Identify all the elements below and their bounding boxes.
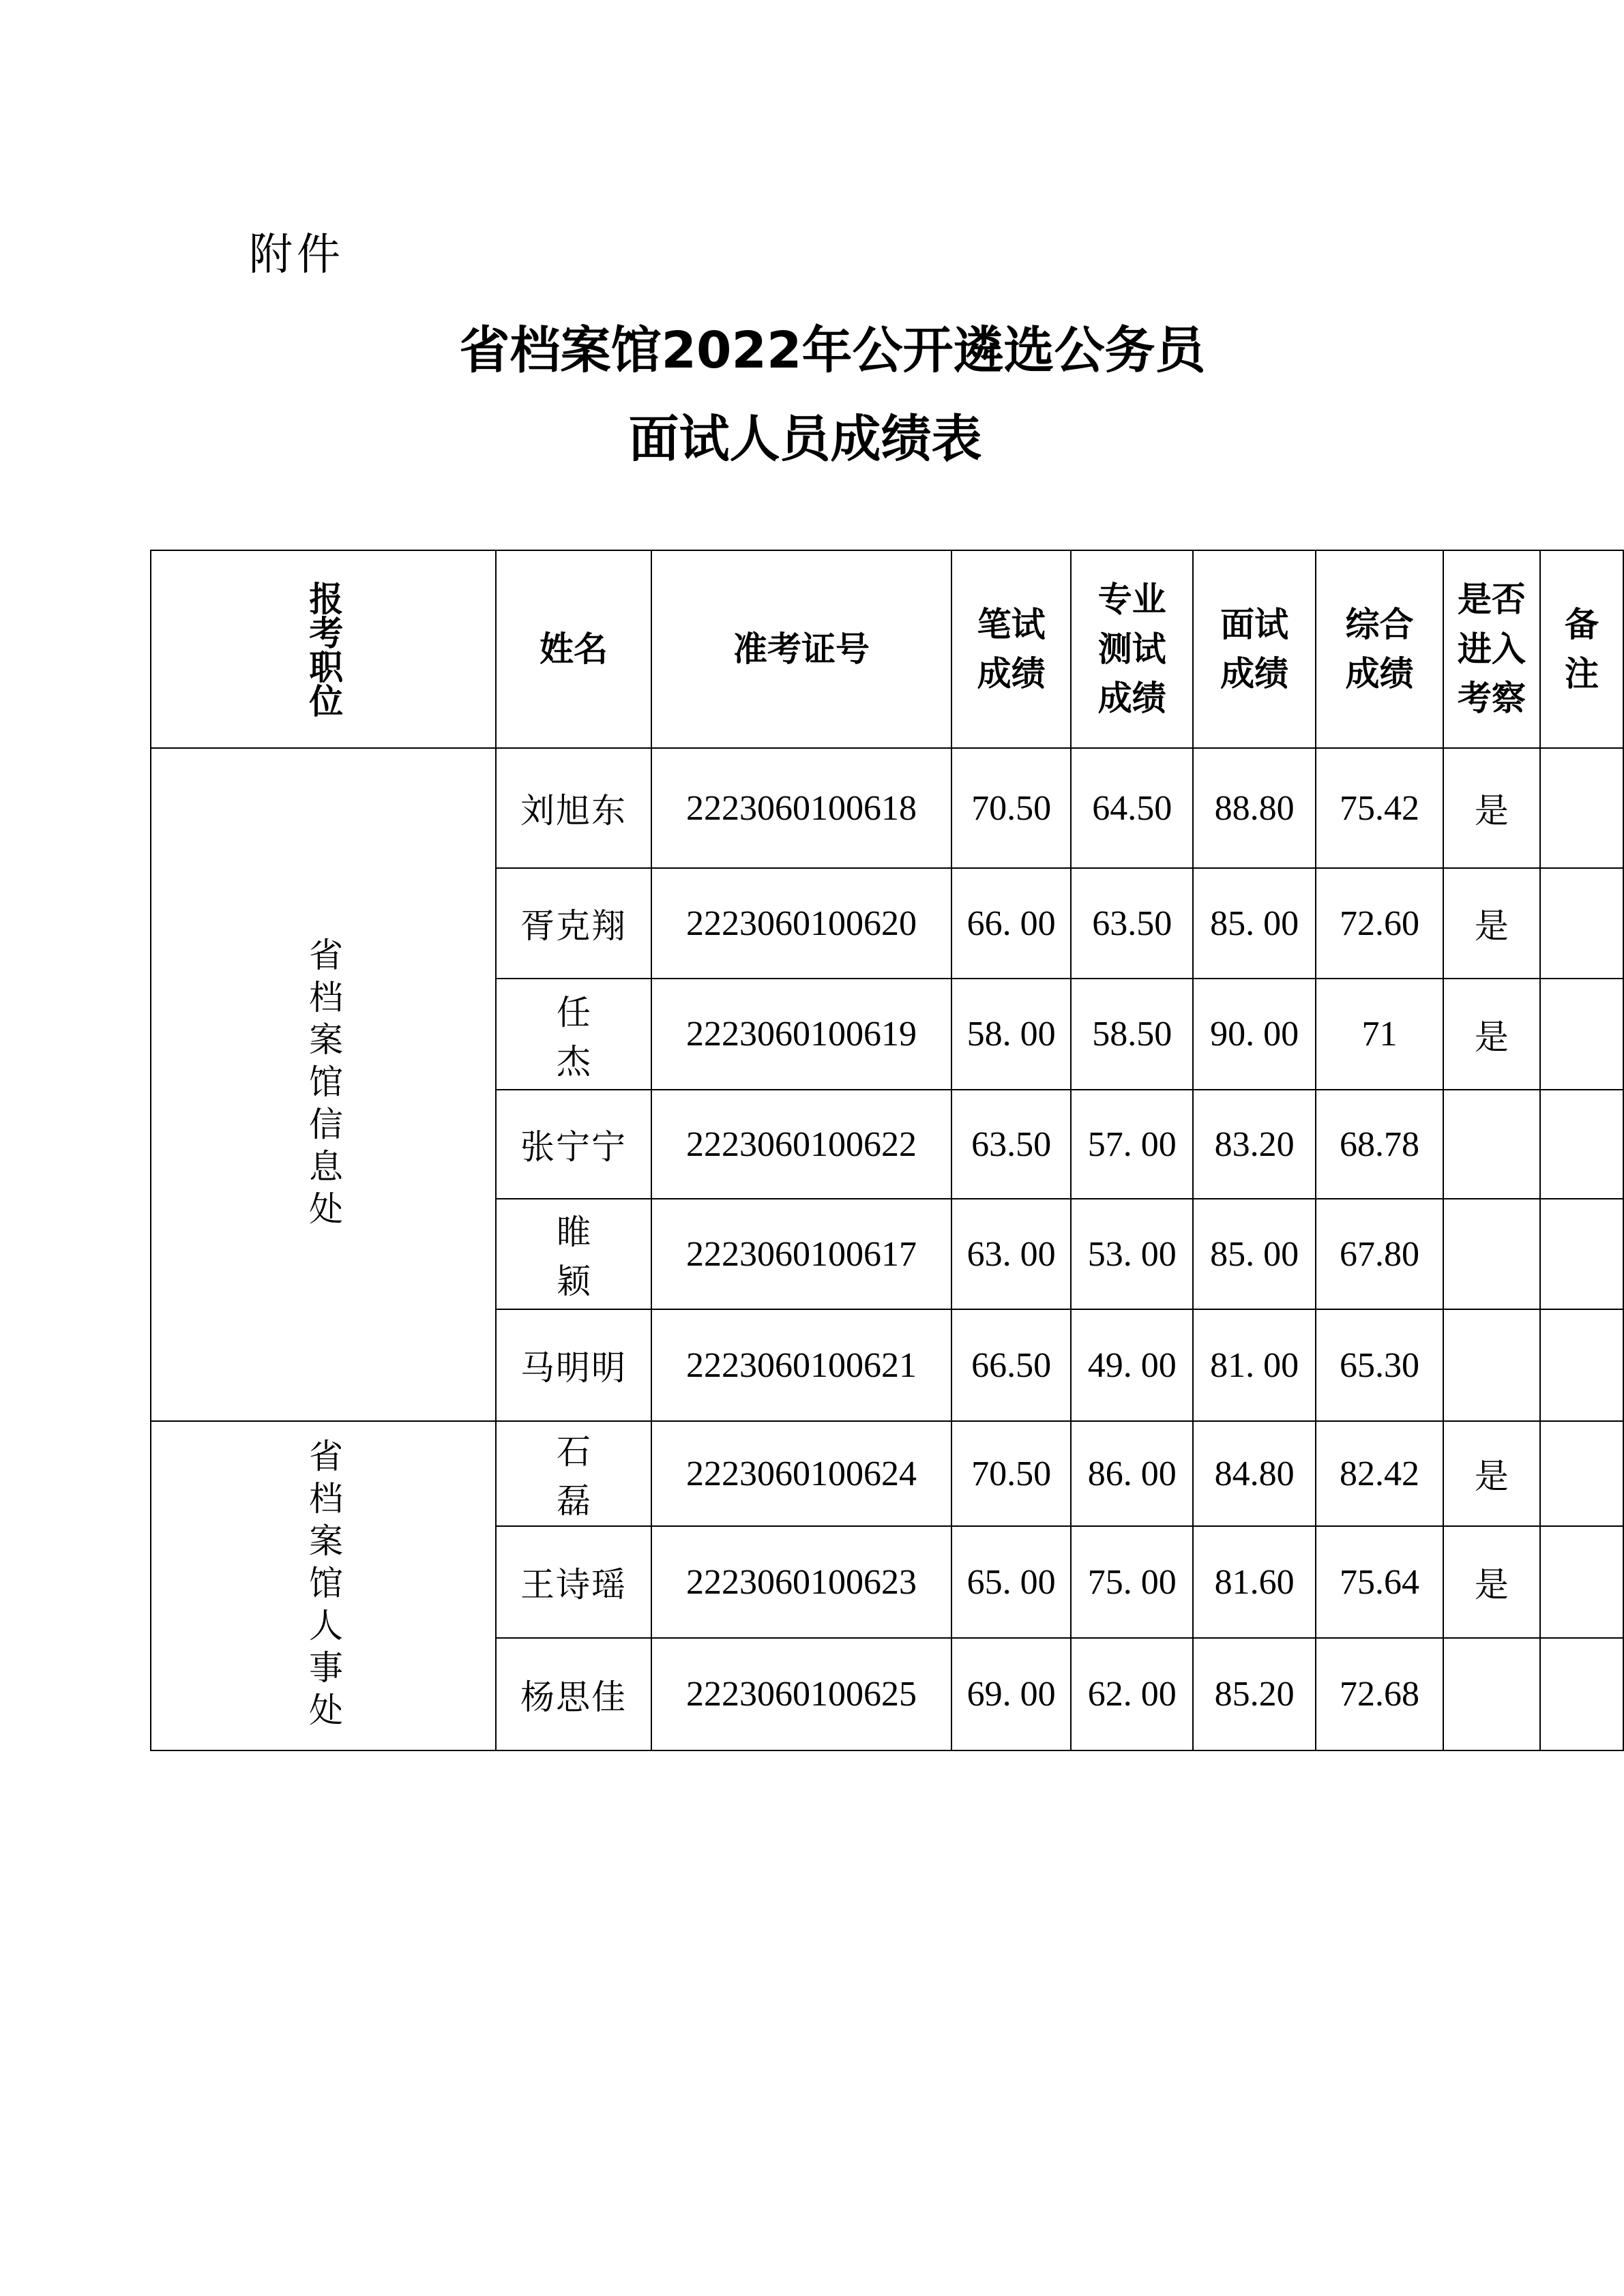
exam-id-cell: 2223060100622 (651, 1090, 951, 1199)
exam-id-cell: 2223060100619 (651, 979, 951, 1090)
interview-cell: 85. 00 (1193, 868, 1316, 979)
interview-cell: 85. 00 (1193, 1199, 1316, 1309)
remarks-cell (1540, 1090, 1623, 1199)
advance-cell: 是 (1443, 1526, 1540, 1638)
written-cell: 63. 00 (951, 1199, 1072, 1309)
name-cell: 任杰 (496, 979, 651, 1090)
header-name: 姓名 (496, 550, 651, 748)
interview-cell: 83.20 (1193, 1090, 1316, 1199)
name-cell: 石磊 (496, 1421, 651, 1526)
header-professional: 专业 测试 成绩 (1071, 550, 1193, 748)
exam-id-cell: 2223060100623 (651, 1526, 951, 1638)
overall-cell: 65.30 (1316, 1309, 1443, 1421)
name-cell: 王诗瑶 (496, 1526, 651, 1638)
position-cell-hr: 省档案馆人事处 (151, 1421, 496, 1750)
written-cell: 70.50 (951, 748, 1072, 868)
name-cell: 杨思佳 (496, 1638, 651, 1750)
advance-cell: 是 (1443, 748, 1540, 868)
professional-cell: 63.50 (1071, 868, 1193, 979)
header-remarks: 备 注 (1540, 550, 1623, 748)
interview-cell: 90. 00 (1193, 979, 1316, 1090)
remarks-cell (1540, 1309, 1623, 1421)
overall-cell: 75.42 (1316, 748, 1443, 868)
exam-id-cell: 2223060100617 (651, 1199, 951, 1309)
header-written: 笔试 成绩 (951, 550, 1072, 748)
written-cell: 66. 00 (951, 868, 1072, 979)
header-exam-id: 准考证号 (651, 550, 951, 748)
overall-cell: 72.68 (1316, 1638, 1443, 1750)
professional-cell: 49. 00 (1071, 1309, 1193, 1421)
overall-cell: 82.42 (1316, 1421, 1443, 1526)
header-position: 报考职位 (151, 550, 496, 748)
header-interview: 面试 成绩 (1193, 550, 1316, 748)
exam-id-cell: 2223060100625 (651, 1638, 951, 1750)
header-row (151, 550, 1623, 748)
overall-cell: 72.60 (1316, 868, 1443, 979)
table-row (151, 1421, 1623, 1526)
overall-cell: 67.80 (1316, 1199, 1443, 1309)
name-cell: 马明明 (496, 1309, 651, 1421)
written-cell: 69. 00 (951, 1638, 1072, 1750)
professional-cell: 86. 00 (1071, 1421, 1193, 1526)
exam-id-cell: 2223060100620 (651, 868, 951, 979)
name-cell: 睢颖 (496, 1199, 651, 1309)
professional-cell: 62. 00 (1071, 1638, 1193, 1750)
advance-cell: 是 (1443, 868, 1540, 979)
remarks-cell (1540, 1199, 1623, 1309)
name-cell: 刘旭东 (496, 748, 651, 868)
remarks-cell (1540, 868, 1623, 979)
written-cell: 66.50 (951, 1309, 1072, 1421)
remarks-cell (1540, 1526, 1623, 1638)
interview-cell: 81.60 (1193, 1526, 1316, 1638)
table-row (151, 748, 1623, 868)
exam-id-cell: 2223060100621 (651, 1309, 951, 1421)
attachment-label: 附件 (249, 230, 344, 280)
header-overall: 综合 成绩 (1316, 550, 1443, 748)
exam-id-cell: 2223060100618 (651, 748, 951, 868)
professional-cell: 53. 00 (1071, 1199, 1193, 1309)
written-cell: 58. 00 (951, 979, 1072, 1090)
remarks-cell (1540, 979, 1623, 1090)
document-subtitle: 面试人员成绩表 (628, 410, 982, 468)
advance-cell (1443, 1090, 1540, 1199)
exam-id-cell: 2223060100624 (651, 1421, 951, 1526)
name-cell: 张宁宁 (496, 1090, 651, 1199)
overall-cell: 75.64 (1316, 1526, 1443, 1638)
professional-cell: 64.50 (1071, 748, 1193, 868)
remarks-cell (1540, 1421, 1623, 1526)
advance-cell (1443, 1199, 1540, 1309)
advance-cell (1443, 1309, 1540, 1421)
advance-cell: 是 (1443, 1421, 1540, 1526)
written-cell: 70.50 (951, 1421, 1072, 1526)
written-cell: 63.50 (951, 1090, 1072, 1199)
document-title: 省档案馆2022年公开遴选公务员 (459, 321, 1206, 380)
advance-cell (1443, 1638, 1540, 1750)
professional-cell: 58.50 (1071, 979, 1193, 1090)
name-cell: 胥克翔 (496, 868, 651, 979)
remarks-cell (1540, 1638, 1623, 1750)
professional-cell: 75. 00 (1071, 1526, 1193, 1638)
overall-cell: 71 (1316, 979, 1443, 1090)
overall-cell: 68.78 (1316, 1090, 1443, 1199)
position-cell-info: 省档案馆信息处 (151, 748, 496, 1421)
score-table (150, 550, 1624, 1751)
advance-cell: 是 (1443, 979, 1540, 1090)
interview-cell: 88.80 (1193, 748, 1316, 868)
written-cell: 65. 00 (951, 1526, 1072, 1638)
interview-cell: 85.20 (1193, 1638, 1316, 1750)
header-advance: 是否 进入 考察 (1443, 550, 1540, 748)
professional-cell: 57. 00 (1071, 1090, 1193, 1199)
interview-cell: 81. 00 (1193, 1309, 1316, 1421)
interview-cell: 84.80 (1193, 1421, 1316, 1526)
remarks-cell (1540, 748, 1623, 868)
